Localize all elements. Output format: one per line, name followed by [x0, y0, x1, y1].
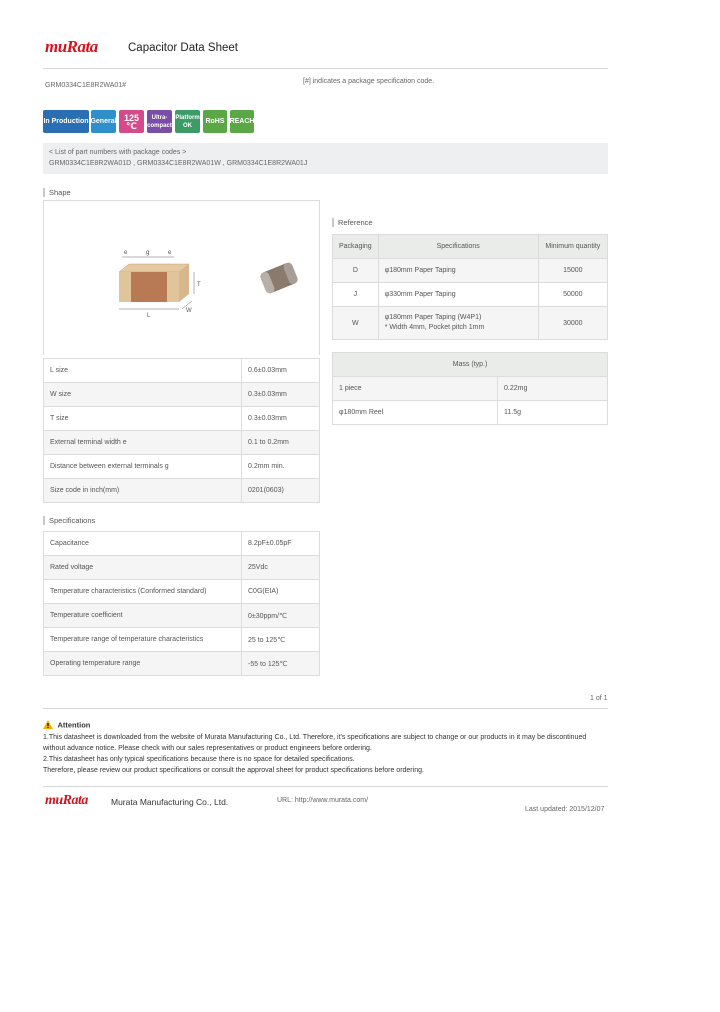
spec-label: Rated voltage	[44, 556, 242, 580]
shape-value: 0.1 to 0.2mm	[242, 431, 320, 455]
specifications-table	[43, 531, 320, 676]
shape-label: T size	[44, 407, 242, 431]
table-row	[333, 377, 608, 401]
page-title: Capacitor Data Sheet	[128, 42, 238, 54]
packaging-spec: φ180mm Paper Taping	[378, 259, 538, 283]
attention-line: 1.This datasheet is downloaded from the website of Murata Manufacturing Co., Ltd. Therefore, it's specifications are subject to change or our products in it may be discontinued	[43, 734, 587, 741]
table-row	[333, 259, 608, 283]
badge-rohs: RoHS	[203, 110, 227, 133]
spec-value: 0±30ppm/℃	[242, 604, 320, 628]
dim-e: e	[124, 250, 128, 256]
shape-title: Shape	[43, 188, 71, 197]
mass-value: 11.5g	[498, 401, 608, 425]
table-header-row	[333, 235, 608, 259]
spec-label: Temperature range of temperature characteristics	[44, 628, 242, 652]
table-row	[333, 401, 608, 425]
packaging-spec: φ180mm Paper Taping (W4P1)	[384, 314, 482, 321]
attention-text	[43, 732, 613, 776]
badge-in-production: In Production	[43, 110, 89, 133]
dim-l: L	[147, 313, 151, 319]
badge-general: General	[91, 110, 116, 133]
packaging-spec: φ330mm Paper Taping	[378, 283, 538, 307]
table-row	[333, 307, 608, 340]
reference-table	[332, 234, 608, 340]
header-divider	[43, 68, 608, 69]
col-header-packaging: Packaging	[333, 235, 379, 259]
dim-e2: e	[168, 250, 172, 256]
attention-line: without advance notice. Please check with our sales representatives or product engineers before ordering.	[43, 745, 372, 752]
mass-table	[332, 352, 608, 425]
shape-figure	[43, 200, 320, 355]
murata-logo: muRata	[45, 37, 98, 56]
packaging-code: J	[333, 283, 379, 307]
shape-label: External terminal width e	[44, 431, 242, 455]
spec-value: 8.2pF±0.05pF	[242, 532, 320, 556]
footer-url[interactable]: URL: http://www.murata.com/	[277, 797, 369, 804]
shape-label: W size	[44, 383, 242, 407]
col-header-min-qty: Minimum quantity	[538, 235, 607, 259]
table-row	[333, 283, 608, 307]
attention-divider	[43, 708, 608, 709]
last-updated: Last updated: 2015/12/07	[525, 806, 605, 813]
reference-title: Reference	[332, 218, 373, 227]
table-row	[44, 431, 320, 455]
col-header-specifications: Specifications	[378, 235, 538, 259]
package-code-note: [#] indicates a package specification code.	[303, 78, 435, 85]
spec-label: Temperature characteristics (Conformed standard)	[44, 580, 242, 604]
badge-125c: 125 ℃	[119, 110, 144, 133]
table-header-row	[333, 353, 608, 377]
part-list-box	[43, 143, 608, 174]
packaging-qty: 30000	[538, 307, 607, 340]
table-row	[44, 479, 320, 503]
shape-value: 0.3±0.03mm	[242, 383, 320, 407]
spec-label: Temperature coefficient	[44, 604, 242, 628]
capacitor-photo	[259, 261, 299, 294]
badge-reach: REACH	[230, 110, 254, 133]
table-row	[44, 359, 320, 383]
dim-g: g	[146, 250, 150, 256]
spec-value: -55 to 125℃	[242, 652, 320, 676]
part-list-heading: < List of part numbers with package codes >	[49, 149, 187, 156]
mass-value: 0.22mg	[498, 377, 608, 401]
packaging-qty: 50000	[538, 283, 607, 307]
spec-value: 25Vdc	[242, 556, 320, 580]
table-row	[44, 652, 320, 676]
footer-company: Murata Manufacturing Co., Ltd.	[111, 797, 229, 807]
part-list-items: GRM0334C1E8R2WA01D , GRM0334C1E8R2WA01W , GRM0334C1E8R2WA01J	[49, 160, 308, 167]
shape-value: 0.2mm min.	[242, 455, 320, 479]
packaging-code: D	[333, 259, 379, 283]
badge-ultra-compact: Ultra-compact	[147, 110, 172, 133]
spec-label: Operating temperature range	[44, 652, 242, 676]
attention-line: 2.This datasheet has only typical specifications because there is no space for detailed specifications.	[43, 756, 355, 763]
shape-table	[43, 358, 320, 503]
packaging-spec-note: * Width 4mm, Pocket pitch 1mm	[384, 324, 485, 331]
badge-platform-ok: Platform OK	[175, 110, 200, 133]
attention-line: Therefore, please review our product specifications or consult the approval sheet for product specifications before ordering.	[43, 767, 424, 774]
table-row	[44, 407, 320, 431]
mass-header: Mass (typ.)	[333, 353, 608, 377]
table-row	[44, 580, 320, 604]
packaging-qty: 15000	[538, 259, 607, 283]
table-row	[44, 455, 320, 479]
table-row	[44, 556, 320, 580]
table-row	[44, 628, 320, 652]
spec-value: C0G(EIA)	[242, 580, 320, 604]
attention-title: Attention	[57, 720, 91, 730]
part-number: GRM0334C1E8R2WA01#	[45, 82, 127, 89]
packaging-code: W	[333, 307, 379, 340]
table-row	[44, 604, 320, 628]
specifications-title: Specifications	[43, 516, 95, 525]
spec-value: 25 to 125℃	[242, 628, 320, 652]
table-row	[44, 383, 320, 407]
shape-label: L size	[44, 359, 242, 383]
shape-value: 0.6±0.03mm	[242, 359, 320, 383]
shape-value: 0.3±0.03mm	[242, 407, 320, 431]
footer-murata-logo: muRata	[45, 793, 88, 808]
shape-label: Distance between external terminals g	[44, 455, 242, 479]
warning-icon	[43, 720, 53, 729]
footer-divider	[43, 786, 608, 787]
shape-value: 0201(0603)	[242, 479, 320, 503]
dim-t: T	[197, 282, 201, 288]
capacitor-drawing	[44, 201, 319, 355]
shape-label: Size code in inch(mm)	[44, 479, 242, 503]
mass-label: φ180mm Reel	[333, 401, 498, 425]
spec-label: Capacitance	[44, 532, 242, 556]
page-number: 1 of 1	[590, 695, 608, 702]
mass-label: 1 piece	[333, 377, 498, 401]
dim-w: W	[186, 308, 192, 314]
table-row	[44, 532, 320, 556]
